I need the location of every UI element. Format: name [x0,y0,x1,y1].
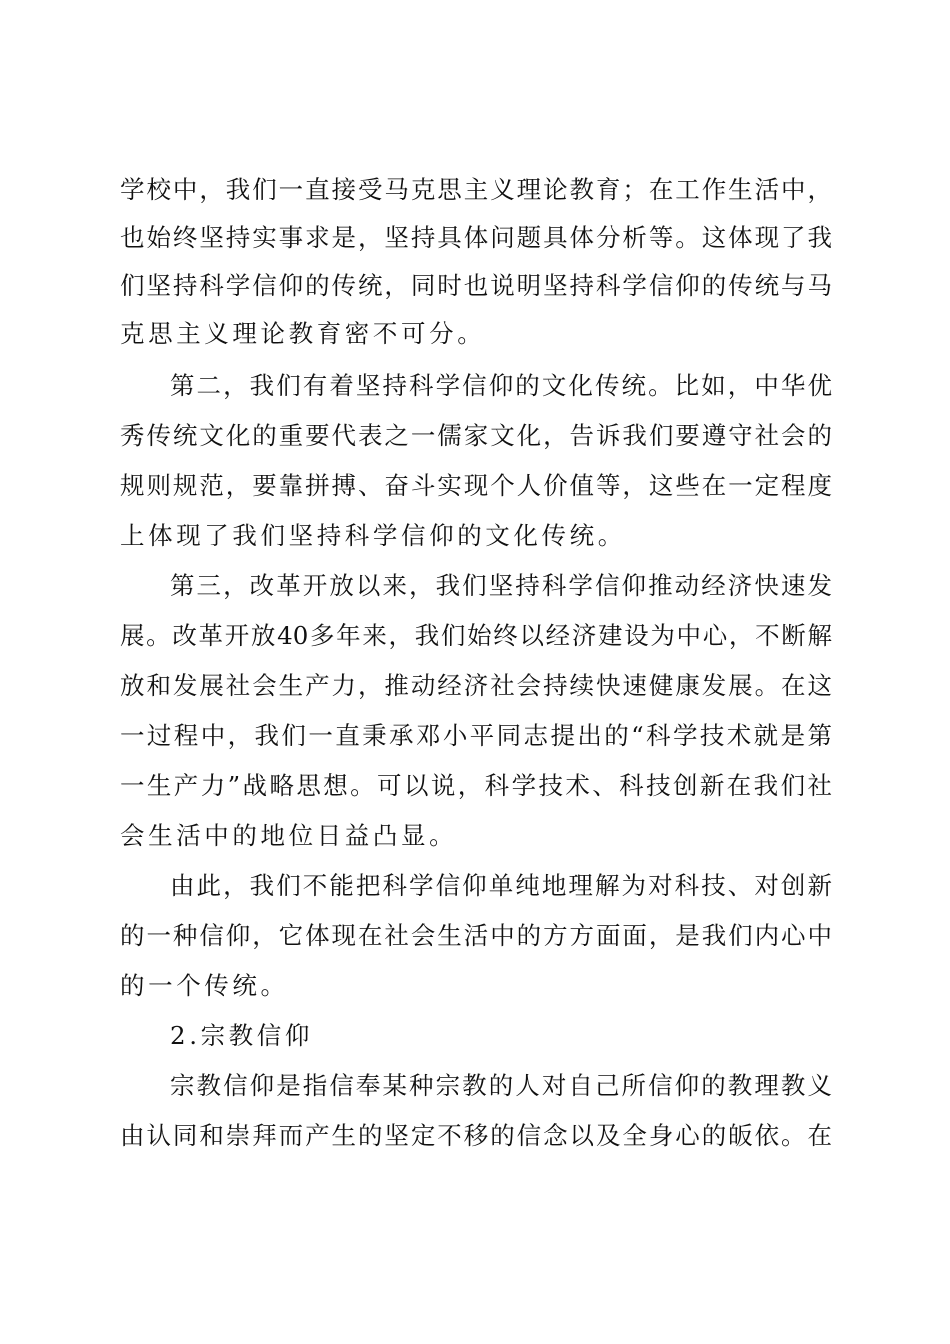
body-text-line: 放和发展社会生产力，推动经济社会持续快速健康发展。在这 [120,671,832,700]
body-text-line: 克思主义理论教育密不可分。 [120,319,486,348]
body-text-line: 学校中，我们一直接受马克思主义理论教育；在工作生活中， [120,175,832,204]
body-text-line: 的一种信仰，它体现在社会生活中的方方面面，是我们内心中 [120,921,832,950]
body-text-line: 的一个传统。 [120,971,289,1000]
body-text-line: 一生产力”战略思想。可以说，科学技术、科技创新在我们社 [120,771,832,800]
paragraph-first-line: 由此，我们不能把科学信仰单纯地理解为对科技、对创新 [170,871,832,900]
body-text-line: 规则规范，要靠拼搏、奋斗实现个人价值等，这些在一定程度 [120,471,832,500]
paragraph-first-line: 第二，我们有着坚持科学信仰的文化传统。比如，中华优 [170,371,832,400]
body-text-line: 们坚持科学信仰的传统，同时也说明坚持科学信仰的传统与马 [120,271,832,300]
body-text-line: 秀传统文化的重要代表之一儒家文化，告诉我们要遵守社会的 [120,421,832,450]
paragraph-first-line: 第三，改革开放以来，我们坚持科学信仰推动经济快速发 [170,571,832,600]
section-heading: 2.宗教信仰 [170,1021,313,1050]
body-text-line: 展。改革开放40多年来，我们始终以经济建设为中心，不断解 [120,621,832,650]
body-text-line: 一过程中，我们一直秉承邓小平同志提出的“科学技术就是第 [120,721,832,750]
body-text-line: 上体现了我们坚持科学信仰的文化传统。 [120,521,626,550]
paragraph-first-line: 宗教信仰是指信奉某种宗教的人对自己所信仰的教理教义 [170,1071,832,1100]
body-text-line: 会生活中的地位日益凸显。 [120,821,458,850]
body-text-line: 由认同和崇拜而产生的坚定不移的信念以及全身心的皈依。在 [120,1121,832,1150]
body-text-line: 也始终坚持实事求是，坚持具体问题具体分析等。这体现了我 [120,223,832,252]
